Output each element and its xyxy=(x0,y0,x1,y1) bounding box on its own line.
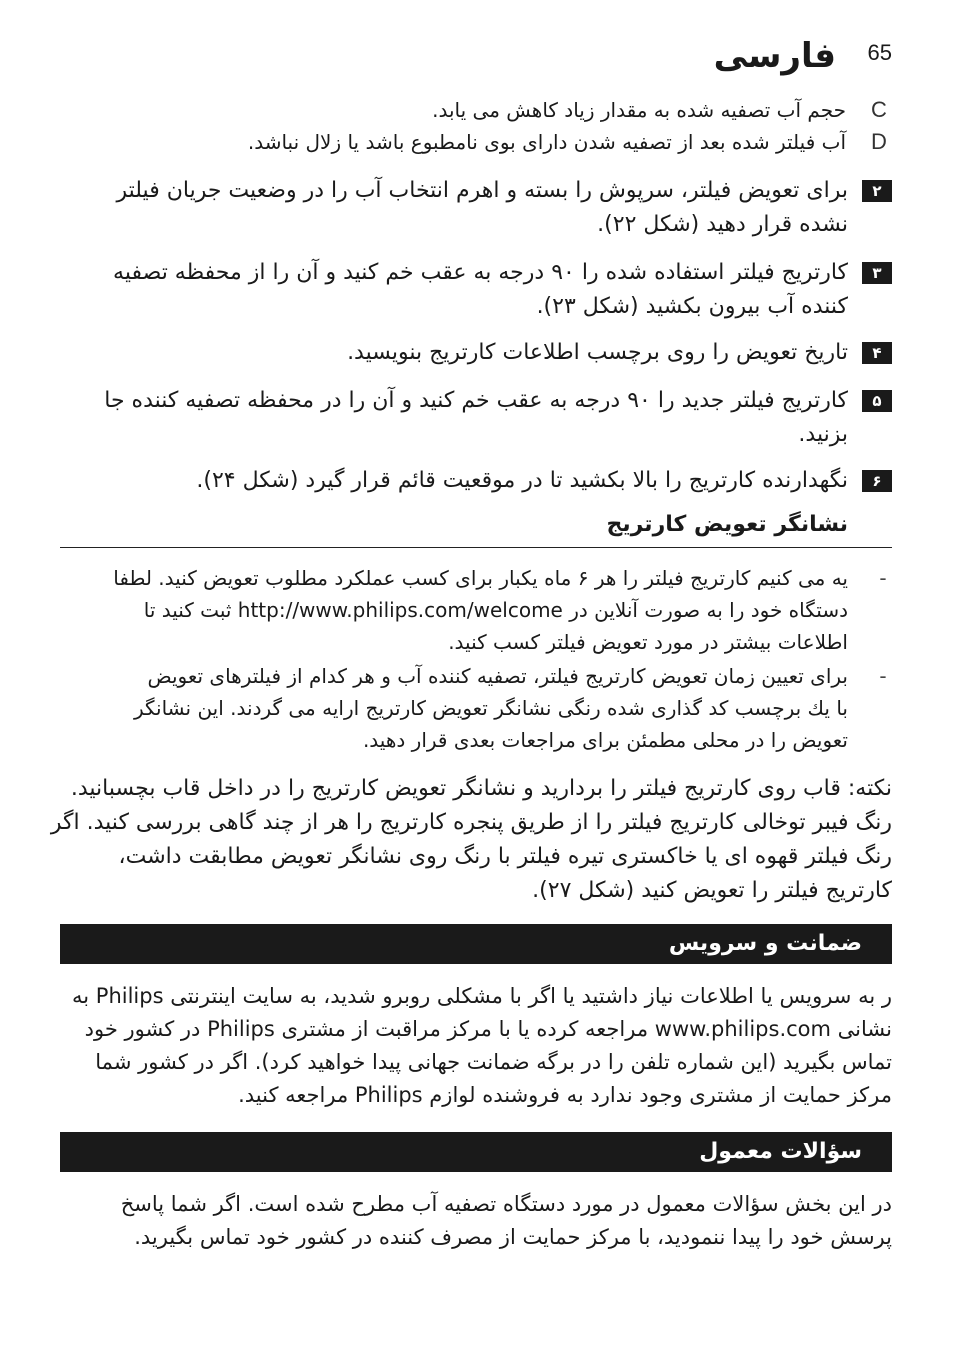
bullet-line: تعویض را در محلی مطمئن برای مراجعات بعدی قرار دهید. xyxy=(362,728,848,752)
step-number-badge: ۲ xyxy=(862,180,892,202)
step-number-badge: ۳ xyxy=(862,262,892,284)
bullet-dash: - xyxy=(879,664,887,688)
step-line: تاریخ تعویض را روی برچسب اطلاعات کارتریج بنویسید. xyxy=(347,340,848,365)
step-line: کننده آب بیرون بکشید (شکل ۲۳). xyxy=(536,294,848,319)
faq-paragraph xyxy=(60,1188,892,1254)
warranty-paragraph xyxy=(60,980,892,1112)
step-line: برای تعویض فیلتر، سرپوش را بسته و اهرم انتخاب آب را در وضعیت جریان فیلتر xyxy=(116,178,848,203)
bullet-line: اطلاعات بیشتر در مورد تعویض فیلتر کسب کنید. xyxy=(448,630,848,654)
bullet-line: برای تعیین زمان تعویض کارتریج فیلتر، تصفیه کننده آب و هر کدام از فیلترهای تعویض xyxy=(147,664,848,688)
faq-section-bar xyxy=(60,1132,892,1172)
step-line: کارتریج فیلتر استفاده شده را ۹۰ درجه به عقب خم کنید و آن را از محفظه تصفیه xyxy=(113,260,848,285)
indicator-heading xyxy=(60,512,892,548)
note-line: کارتریج فیلتر را تعویض کنید (شکل ۲۷). xyxy=(532,878,892,903)
note-line: نکته: قاب روی کارتریج فیلتر را بردارید و نشانگر تعویض کارتریج را در داخل قاب بچسبانید. xyxy=(70,776,892,801)
warranty-line: تماس بگیرید (این شماره تلفن را در برگه ضمانت جهانی پیدا خواهید کرد). اگر در کشور شما xyxy=(95,1050,892,1074)
item-letter: C xyxy=(871,97,887,122)
page-header xyxy=(60,36,892,80)
step-number-badge: ۴ xyxy=(862,342,892,364)
warranty-line: نشانی www.philips.com مراجعه کرده یا با مرکز مراقبت از مشتری Philips در کشور خود xyxy=(84,1017,892,1041)
step-line: کارتریج فیلتر جدید را ۹۰ درجه به عقب خم کنید و آن را در محفظه تصفیه کننده جا xyxy=(104,388,848,413)
bullet-line: دستگاه خود را به صورت آنلاین در http://www.philips.com/welcome ثبت کنید تا xyxy=(143,598,848,622)
step-number-badge: ۶ xyxy=(862,470,892,492)
intro-list xyxy=(60,94,892,158)
indicator-heading-text: نشانگر تعویض کارتریج xyxy=(606,512,848,537)
faq-line: پرسش خود را پیدا ننمودید، با مرکز حمایت از مصرف کننده در کشور خود تماس بگیرید. xyxy=(134,1225,892,1249)
note-block xyxy=(50,772,892,908)
intro-item xyxy=(60,126,892,158)
indicator-bullets xyxy=(60,562,892,756)
faq-line: در این بخش سؤالات معمول در مورد دستگاه تصفیه آب مطرح شده است. اگر شما پاسخ xyxy=(120,1192,892,1216)
note-line: رنگ فیلتر قهوه ای یا خاکستری تیره فیلتر با رنگ روی نشانگر تعویض مطابقت داشت، xyxy=(118,844,892,869)
step-number-badge: ۵ xyxy=(862,390,892,412)
step-line: بزنید. xyxy=(798,422,848,447)
warranty-section-bar xyxy=(60,924,892,964)
bullet-line: با یك برچسب کد گذاری شده رنگی نشانگر تعویض کارتریج ارایه می گردند. این نشانگر xyxy=(133,696,848,720)
bullet-item xyxy=(60,562,892,658)
warranty-heading: ضمانت و سرویس xyxy=(668,931,862,956)
page-title: فارسی xyxy=(713,36,836,76)
item-text: حجم آب تصفیه شده به مقدار زیاد کاهش می یابد. xyxy=(432,98,846,122)
step-line: نگهدارنده کارتریج را بالا بکشید تا در موقعیت قائم قرار گیرد (شکل ۲۴). xyxy=(196,468,848,493)
page-number: 65 xyxy=(867,40,892,65)
bullet-line: یه می کنیم کارتریج فیلتر را هر ۶ ماه یکبار برای کسب عملکرد مطلوب تعویض کنید. لطفا xyxy=(113,566,848,590)
faq-heading: سؤالات معمول xyxy=(699,1139,862,1164)
intro-item xyxy=(60,94,892,126)
note-line: رنگ فیبر توخالی کارتریج فیلتر را از طریق پنجره کارتریج را هر از چند گاهی بررسی کنید. اگر xyxy=(50,810,892,835)
warranty-line: مرکز حمایت از مشتری وجود ندارد به فروشنده لوازم Philips مراجعه کنید. xyxy=(238,1083,892,1107)
item-letter: D xyxy=(871,129,887,154)
warranty-line: ر به سرویس یا اطلاعات نیاز داشتید یا اگر با مشکلی روبرو شدید، به سایت اینترنتی Philips به xyxy=(72,984,892,1008)
item-text: آب فیلتر شده بعد از تصفیه شدن دارای بوی نامطبوع باشد یا زلال نباشد. xyxy=(247,130,846,154)
bullet-dash: - xyxy=(879,566,887,590)
bullet-item xyxy=(60,660,892,756)
step-line: نشده قرار دهید (شکل ۲۲). xyxy=(597,212,848,237)
